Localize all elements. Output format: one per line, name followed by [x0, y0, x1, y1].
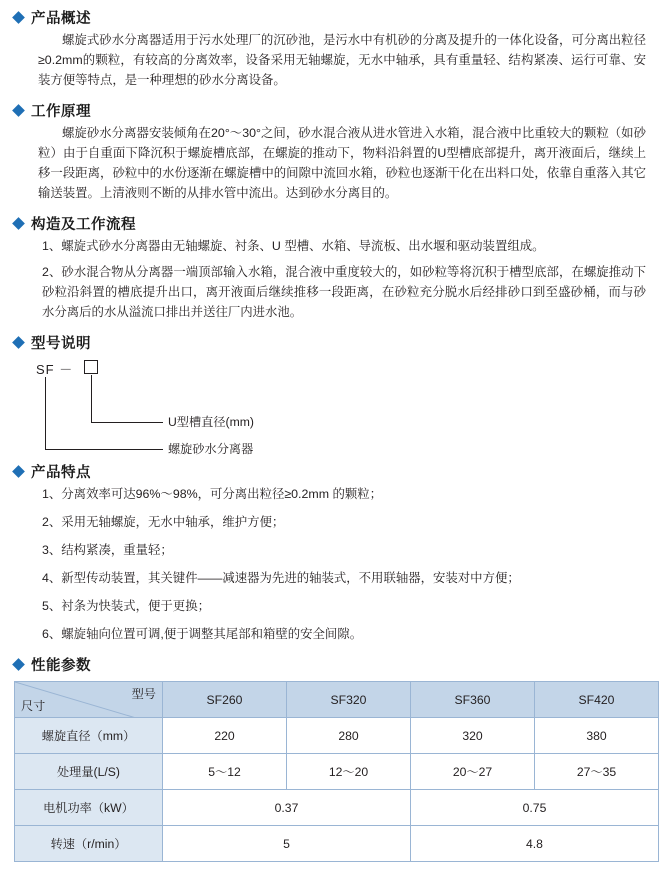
leader-line-horizontal-2 — [45, 449, 163, 450]
section-heading — [14, 331, 652, 353]
performance-table — [14, 681, 659, 862]
table-cell: 5～12 — [163, 754, 287, 790]
corner-label-size: 尺寸 — [21, 699, 46, 713]
section-title: 工作原理 — [31, 103, 91, 120]
diamond-bullet-icon — [12, 336, 25, 349]
feature-item: 2、采用无轴螺旋，无水中轴承，维护方便； — [42, 515, 285, 529]
leader-line-vertical-2 — [45, 377, 46, 449]
feature-item: 5、衬条为快装式，便于更换； — [42, 599, 210, 613]
section-heading — [14, 653, 652, 675]
table-row — [15, 718, 659, 754]
section-structure — [8, 212, 652, 322]
section-title: 产品特点 — [31, 464, 91, 481]
paragraph: 螺旋砂水分离器安装倾角在20°～30°之间，砂水混合液从进水管进入水箱，混合液中比重较大的颗粒（如砂粒）由于自重面下降沉积于螺旋槽底部，在螺旋的推动下，物料沿斜置的U型槽底部提升，离开液面后，继续上移一段距离，砂粒中的水份逐渐在螺旋槽中的间隙中流回水箱，砂粒也逐渐干化在出料口处，依靠自重落入其它输送装置。上清液则不断的从排水管中流出。达到砂水分离目的。 — [38, 126, 646, 200]
leader-line-horizontal-1 — [91, 422, 163, 423]
section-title: 构造及工作流程 — [31, 216, 136, 233]
section-heading — [14, 6, 652, 28]
section-performance — [8, 653, 652, 862]
table-column-header: SF260 — [163, 682, 287, 718]
model-placeholder-box — [84, 360, 98, 374]
model-code-diagram — [8, 355, 652, 456]
feature-item: 4、新型传动装置，其关键件——减速器为先进的轴装式，不用联轴器，安装对中方便； — [42, 571, 520, 585]
table-cell: 280 — [287, 718, 411, 754]
paragraph: 螺旋式砂水分离器适用于污水处理厂的沉砂池，是污水中有机砂的分离及提升的一体化设备，可分离出粒径≥0.2mm的颗粒，有较高的分离效率，设备采用无轴螺旋，无水中轴承，具有重量轻、结构紧凑、运行可靠、安装方便等特点，是一种理想的砂水分离设备。 — [38, 33, 646, 87]
model-prefix-label: SF － — [36, 362, 74, 377]
table-cell: 220 — [163, 718, 287, 754]
table-cell: 0.75 — [411, 790, 659, 826]
leader-line-vertical-1 — [91, 375, 92, 422]
table-row-header: 螺旋直径（mm） — [15, 718, 163, 754]
table-column-header: SF360 — [411, 682, 535, 718]
feature-item: 3、结构紧凑，重量轻； — [42, 543, 173, 557]
table-corner-cell — [15, 682, 163, 718]
section-title: 产品概述 — [31, 10, 91, 27]
model-label-product: 螺旋砂水分离器 — [168, 442, 254, 456]
section-overview — [8, 6, 652, 90]
paragraph: 2、砂水混合物从分离器一端顶部输入水箱，混合液中重度较大的，如砂粒等将沉积于槽型底部，在螺旋推动下砂粒沿斜置的槽底提升出口，离开液面后继续推移一段距离，在砂粒充分脱水后经排砂口到至盛砂桶，而与砂水分离后的水从溢流口排出并送往厂内进水池。 — [42, 265, 646, 319]
section-heading — [14, 460, 652, 482]
table-row-header: 处理量(L/S) — [15, 754, 163, 790]
diamond-bullet-icon — [12, 465, 25, 478]
section-title: 性能参数 — [31, 657, 91, 674]
paragraph: 1、螺旋式砂水分离器由无轴螺旋、衬条、U 型槽、水箱、导流板、出水堰和驱动装置组成。 — [42, 239, 545, 253]
table-header-row — [15, 682, 659, 718]
section-features — [8, 460, 652, 644]
table-cell: 0.37 — [163, 790, 411, 826]
table-cell: 12～20 — [287, 754, 411, 790]
table-row — [15, 754, 659, 790]
diamond-bullet-icon — [12, 217, 25, 230]
table-row — [15, 826, 659, 862]
table-cell: 4.8 — [411, 826, 659, 862]
table-row-header: 转速（r/min） — [15, 826, 163, 862]
section-heading — [14, 99, 652, 121]
diamond-bullet-icon — [12, 11, 25, 24]
table-cell: 20～27 — [411, 754, 535, 790]
table-row-header: 电机功率（kW） — [15, 790, 163, 826]
model-label-diameter: U型槽直径(mm) — [168, 415, 254, 429]
section-principle — [8, 99, 652, 203]
section-heading — [14, 212, 652, 234]
feature-item: 1、分离效率可达96%～98%，可分离出粒径≥0.2mm 的颗粒； — [42, 487, 383, 501]
section-model — [8, 331, 652, 456]
section-title: 型号说明 — [31, 335, 91, 352]
table-cell: 320 — [411, 718, 535, 754]
table-cell: 380 — [535, 718, 659, 754]
diamond-bullet-icon — [12, 658, 25, 671]
table-cell: 27～35 — [535, 754, 659, 790]
table-column-header: SF420 — [535, 682, 659, 718]
corner-label-model: 型号 — [131, 687, 156, 701]
diamond-bullet-icon — [12, 104, 25, 117]
feature-item: 6、螺旋轴向位置可调,便于调整其尾部和箱壁的安全间隙。 — [42, 627, 363, 641]
table-column-header: SF320 — [287, 682, 411, 718]
table-cell: 5 — [163, 826, 411, 862]
